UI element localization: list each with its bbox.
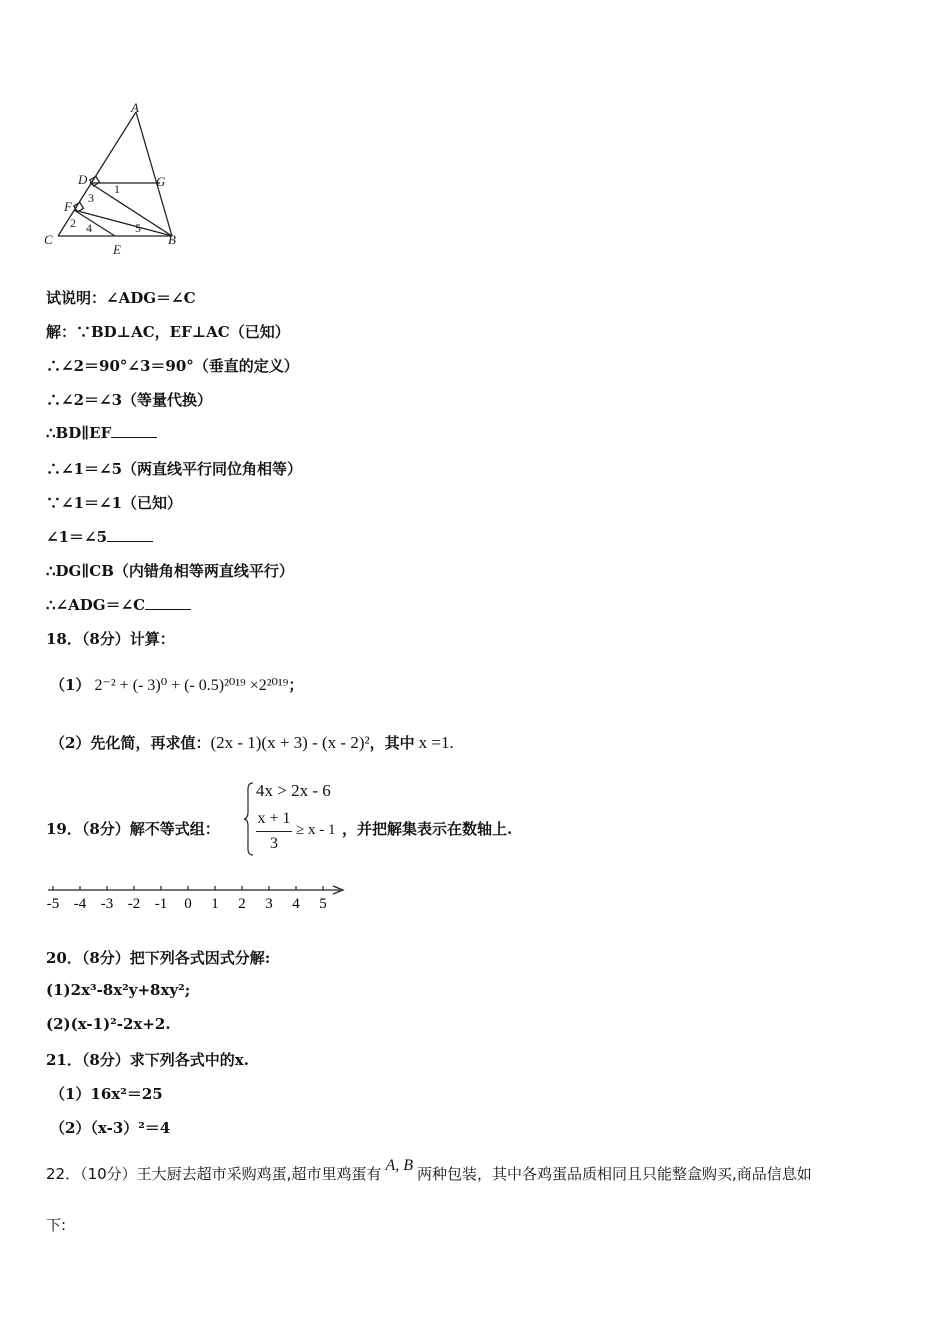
q20-part1: (1)2x³-8x²y+8xy²; [46,981,191,999]
answer-blank[interactable] [107,529,153,542]
q19-ineq2-rhs: ≥ x - 1 [296,822,336,838]
q17-step1: 解：∵BD⊥AC，EF⊥AC（已知） [46,323,290,341]
angle-1: 1 [114,182,120,196]
angle-2: 2 [70,216,76,230]
angle-4: 4 [86,221,92,235]
axis-tick-label: 0 [184,896,192,912]
q20-title: 20．（8分）把下列各式因式分解: [46,949,271,967]
label-a: A [131,100,139,115]
q21-title: 21．（8分）求下列各式中的x. [46,1051,249,1069]
label-d: D [78,172,88,187]
answer-blank[interactable] [145,597,191,610]
axis-tick-label: -5 [46,896,60,912]
axis-tick-label: -1 [154,896,168,912]
q18-part2: （2）先化简，再求值：(2x - 1)(x + 3) - (x - 2)²，其中 x =1. [50,733,454,752]
q17-step5: ∴∠1＝∠5（两直线平行同位角相等） [46,460,303,478]
axis-tick-label: 3 [265,896,273,912]
label-f: F [64,199,72,214]
q18-expr1: 2⁻² + (- 3)⁰ + (- 0.5)²⁰¹⁹ ×2²⁰¹⁹ [94,677,289,694]
axis-tick-label: 2 [238,896,246,912]
axis-tick-label: 1 [211,896,219,912]
triangle-figure [40,100,190,260]
angle-3: 3 [88,191,94,205]
q21-part1: （1）16x²＝25 [50,1085,163,1103]
q19-frac-num: x + 1 [257,810,291,827]
axis-tick-label: 5 [319,896,327,912]
brace-icon [244,782,254,856]
number-line [40,878,350,918]
axis-tick-label: -3 [100,896,114,912]
q17-step6: ∵∠1＝∠1（已知） [46,494,183,512]
q17-step9: ∴∠ADG＝∠C [46,594,191,615]
q22-line1: 22．（10分）王大厨去超市采购鸡蛋,超市里鸡蛋有 A, B 两种包装，其中各鸡蛋品质相同且只能整盒购买,商品信息如 [46,1157,812,1183]
label-e: E [113,242,121,257]
q18-expr2: (2x - 1)(x + 3) - (x - 2)² [210,733,370,752]
axis-tick-label: 4 [292,896,300,912]
q19-tail: ，并把解集表示在数轴上. [342,820,513,838]
axis-tick-label: -2 [127,896,141,912]
label-b: B [168,232,176,247]
q19-frac-den: 3 [270,835,278,852]
q19-title: 19．（8分）解不等式组： [46,820,220,838]
label-g: G [156,174,166,189]
fraction-bar [256,831,292,832]
q17-step7: ∠1＝∠5 [46,526,153,547]
label-c: C [44,232,53,247]
q22-line2: 下: [46,1216,67,1234]
q18-part1: （1） 2⁻² + (- 3)⁰ + (- 0.5)²⁰¹⁹ ×2²⁰¹⁹； [50,676,304,694]
q20-part2: (2)(x-1)²-2x+2. [46,1015,171,1033]
package-ab: A, B [385,1157,413,1174]
q17-step8: ∴DG∥CB（内错角相等两直线平行） [46,562,294,580]
q17-step2: ∴∠2＝90°∠3＝90°（垂直的定义） [46,357,299,375]
q17-step4: ∴BD∥EF [46,424,157,442]
q21-part2: （2）（x-3）²＝4 [50,1119,171,1137]
answer-blank[interactable] [111,425,157,438]
q17-step3: ∴∠2＝∠3（等量代换） [46,391,213,409]
q19-ineq1: 4x > 2x - 6 [256,781,331,800]
q18-title: 18．（8分）计算： [46,630,175,648]
angle-5: 5 [135,221,141,235]
axis-tick-label: -4 [73,896,87,912]
q17-prove: 试说明：∠ADG＝∠C [46,289,196,307]
